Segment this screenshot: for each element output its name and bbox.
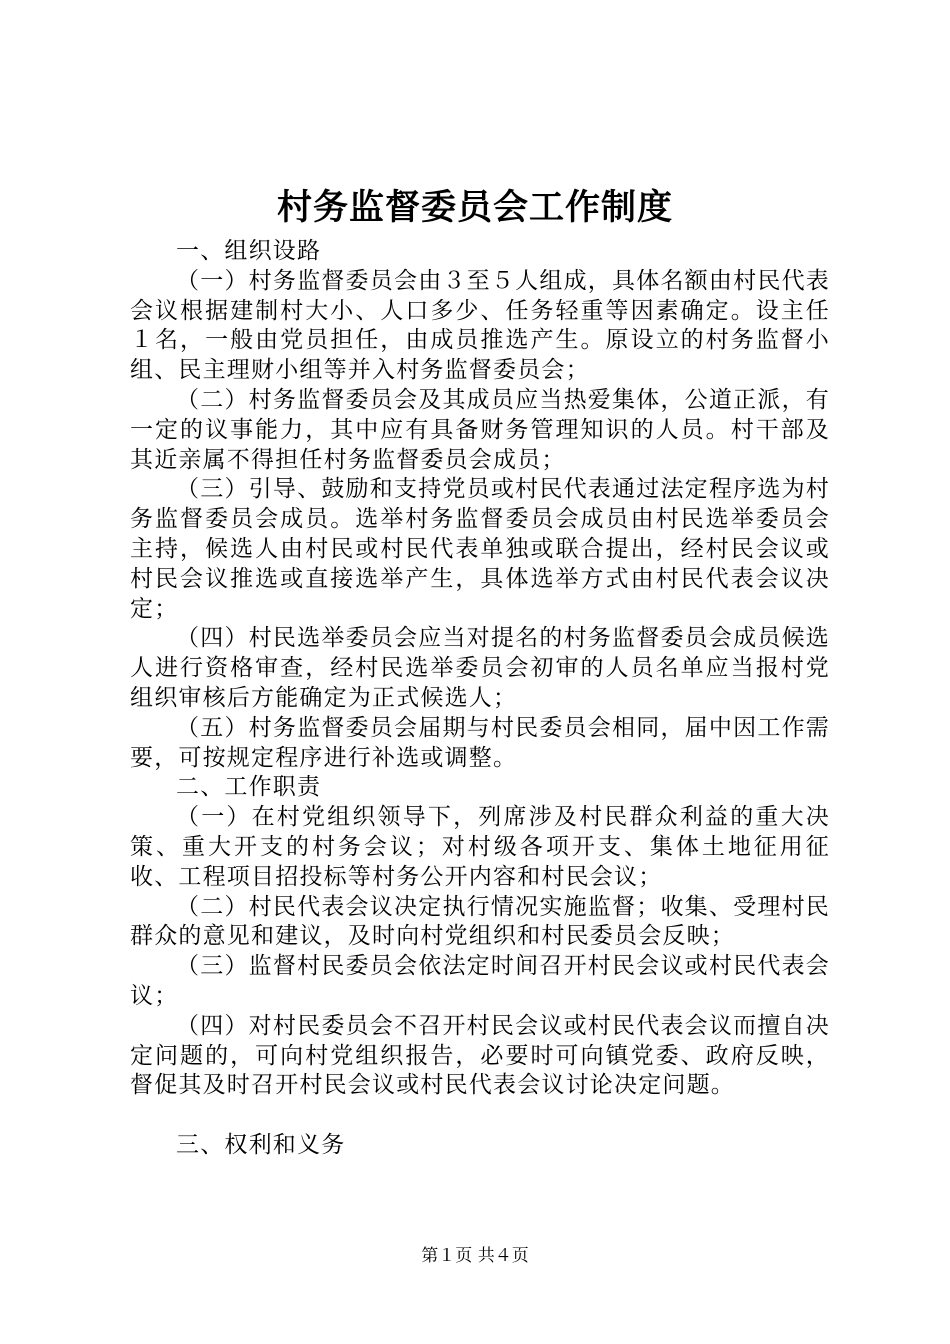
paragraph: （五）村务监督委员会届期与村民委员会相同，届中因工作需要，可按规定程序进行补选或调整。 xyxy=(130,714,830,771)
paragraph: （二）村务监督委员会及其成员应当热爱集体，公道正派，有一定的议事能力，其中应有具备财务管理知识的人员。村干部及其近亲属不得担任村务监督委员会成员； xyxy=(130,386,830,473)
paragraph: （四）对村民委员会不召开村民会议或村民代表会议而擅自决定问题的，可向村党组织报告，必要时可向镇党委、政府反映，督促其及时召开村民会议或村民代表会议讨论决定问题。 xyxy=(130,1012,830,1099)
paragraph: （三）监督村民委员会依法定时间召开村民会议或村民代表会议； xyxy=(130,953,830,1009)
section-heading: 三、权利和义务 xyxy=(176,1132,346,1159)
document-title: 村务监督委员会工作制度 xyxy=(276,187,673,228)
paragraph: （一）在村党组织领导下，列席涉及村民群众利益的重大决策、重大开支的村务会议；对村级各项开支、集体土地征用征收、工程项目招投标等村务公开内容和村民会议； xyxy=(130,804,830,890)
document-body xyxy=(130,237,830,1161)
paragraph: （一）村务监督委员会由３至５人组成，具体名额由村民代表会议根据建制村大小、人口多少、任务轻重等因素确定。设主任１名，一般由党员担任，由成员推选产生。原设立的村务监督小组、民主理财小组等并入村务监督委员会； xyxy=(130,267,830,384)
paragraph: （四）村民选举委员会应当对提名的村务监督委员会成员候选人进行资格审查，经村民选举委员会初审的人员名单应当报村党组织审核后方能确定为正式候选人； xyxy=(130,625,830,711)
paragraph-spacer xyxy=(130,1101,830,1131)
paragraph: （二）村民代表会议决定执行情况实施监督；收集、受理村民群众的意见和建议，及时向村党组织和村民委员会反映； xyxy=(130,893,830,950)
page-number: 第１页 共４页 xyxy=(421,1246,529,1266)
section-heading: 一、组织设路 xyxy=(176,238,322,264)
section-heading: 二、工作职责 xyxy=(176,774,322,801)
paragraph: （三）引导、鼓励和支持党员或村民代表通过法定程序选为村务监督委员会成员。选举村务监督委员会成员由村民选举委员会主持，候选人由村民或村民代表单独或联合提出，经村民会议或村民会议推选或直接选举产生，具体选举方式由村民代表会议决定； xyxy=(130,476,830,622)
